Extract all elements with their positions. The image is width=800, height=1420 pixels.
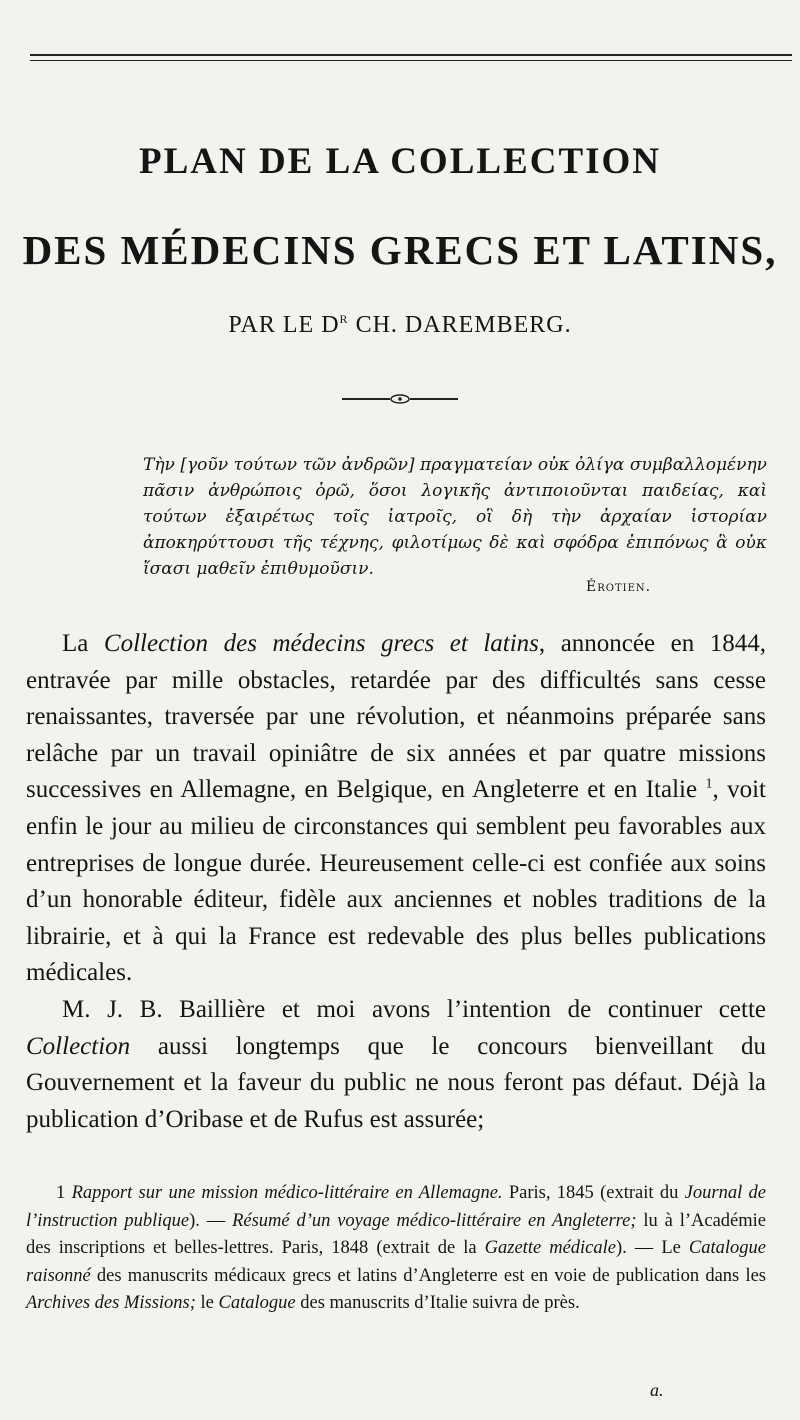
byline-name: CH. DAREMBERG. [348,312,572,338]
fn-italic-3: Résumé d’un voyage médico-littéraire en Angleterre; [232,1210,637,1231]
fn-italic-6: Archives des Missions; [26,1293,196,1313]
fn-text-7: des manuscrits d’Italie suivra de près. [295,1293,580,1313]
p1-text-b: , annoncée en 1844, entravée par mille obstacles, retardée par des difficultés sans cesse renaissantes, traversée par une révolution, et néanmoins préparée sans relâche par un travail opiniâtre de six années et par quatre missions successives en Allemagne, en Belgique, en Angleterre et en Italie [26,630,766,804]
p2-text-b: aussi longtemps que le concours bienveillant du Gouvernement et la faveur du public ne nous feront pas défaut. Déjà la publication d’Oribase et de Rufus est assurée; [26,1032,766,1133]
ornament-rule-icon [340,392,460,406]
author-byline [0,312,800,339]
title-line-2: DES MÉDECINS GRECS ET LATINS, [22,227,778,273]
title-line-1: PLAN DE LA COLLECTION [138,141,662,182]
fn-text-4: ). — Le [615,1238,689,1258]
signature-mark: a. [650,1380,664,1400]
fn-italic-2: Journal de l’instruction publique [26,1183,766,1231]
fn-text-3: lu à l’Académie des inscriptions et belles-lettres. Paris, 1848 (extrait de la [26,1210,767,1258]
greek-epigraph: Τὴν [γοῦν τούτων τῶν ἀνδρῶν] πραγματείαν οὐκ ὀλίγα συμβαλλομένην πᾶσιν ἀνθρώποις ὁρῶ, ὅσοι λογικῆς ἀντιποιοῦνται παιδείας, καὶ τούτων ἐξαιρέτως τοῖς ἰατροῖς, οἳ δὴ τὴν ἀρχαίαν ἱστορίαν ἀποκηρύττουσι τῆς τέχνης, φιλοτίμως δὲ καὶ σφόδρα ἐπιπόνως ἃ οὐκ ἴσασι μαθεῖν ἐπιθυμοῦσιν. [143,455,767,579]
paragraph-1 [26,626,766,992]
byline-prefix: PAR LE D [228,312,340,338]
p2-italic: Collection [26,1032,131,1060]
fn-italic-4: Gazette médicale [484,1238,616,1258]
footnote-number: 1 [56,1183,66,1203]
fn-italic-5: Catalogue raisonné [26,1238,766,1286]
fn-italic-7: Catalogue [218,1293,296,1313]
fn-text-5: des manuscrits médicaux grecs et latins d’Angleterre est en voie de publication dans les [90,1265,766,1286]
fn-text-2: ). — [189,1210,233,1231]
footnote-text [26,1180,766,1318]
p1-italic-title: Collection des médecins grecs et latins [103,630,539,657]
fn-italic-1: Rapport sur une mission médico-littéraire en Allemagne. [71,1183,503,1203]
fn-text-1: Paris, 1845 (extrait du [502,1183,685,1203]
footnote-reference: 1 [705,777,713,793]
paragraph-2 [26,992,766,1138]
fn-text-6: le [195,1293,219,1313]
top-double-rule [30,54,792,61]
p1-text-a: La [62,630,104,657]
byline-superscript: R [339,312,349,326]
epigraph-attribution: Érotien. [586,579,652,595]
footnote [26,1180,766,1318]
main-text [26,626,766,1138]
p1-text-c: , voit enfin le jour au milieu de circonstances qui semblent peu favorables aux entreprises de longue durée. Heureusement celle-ci est confiée aux soins d’un honorable éditeur, fidèle aux anciennes et nobles traditions de la librairie, et à qui la France est redevable des plus belles publications médicales. [26,776,766,987]
p2-text-a: M. J. B. Baillière et moi avons l’intention de continuer cette [62,995,766,1023]
